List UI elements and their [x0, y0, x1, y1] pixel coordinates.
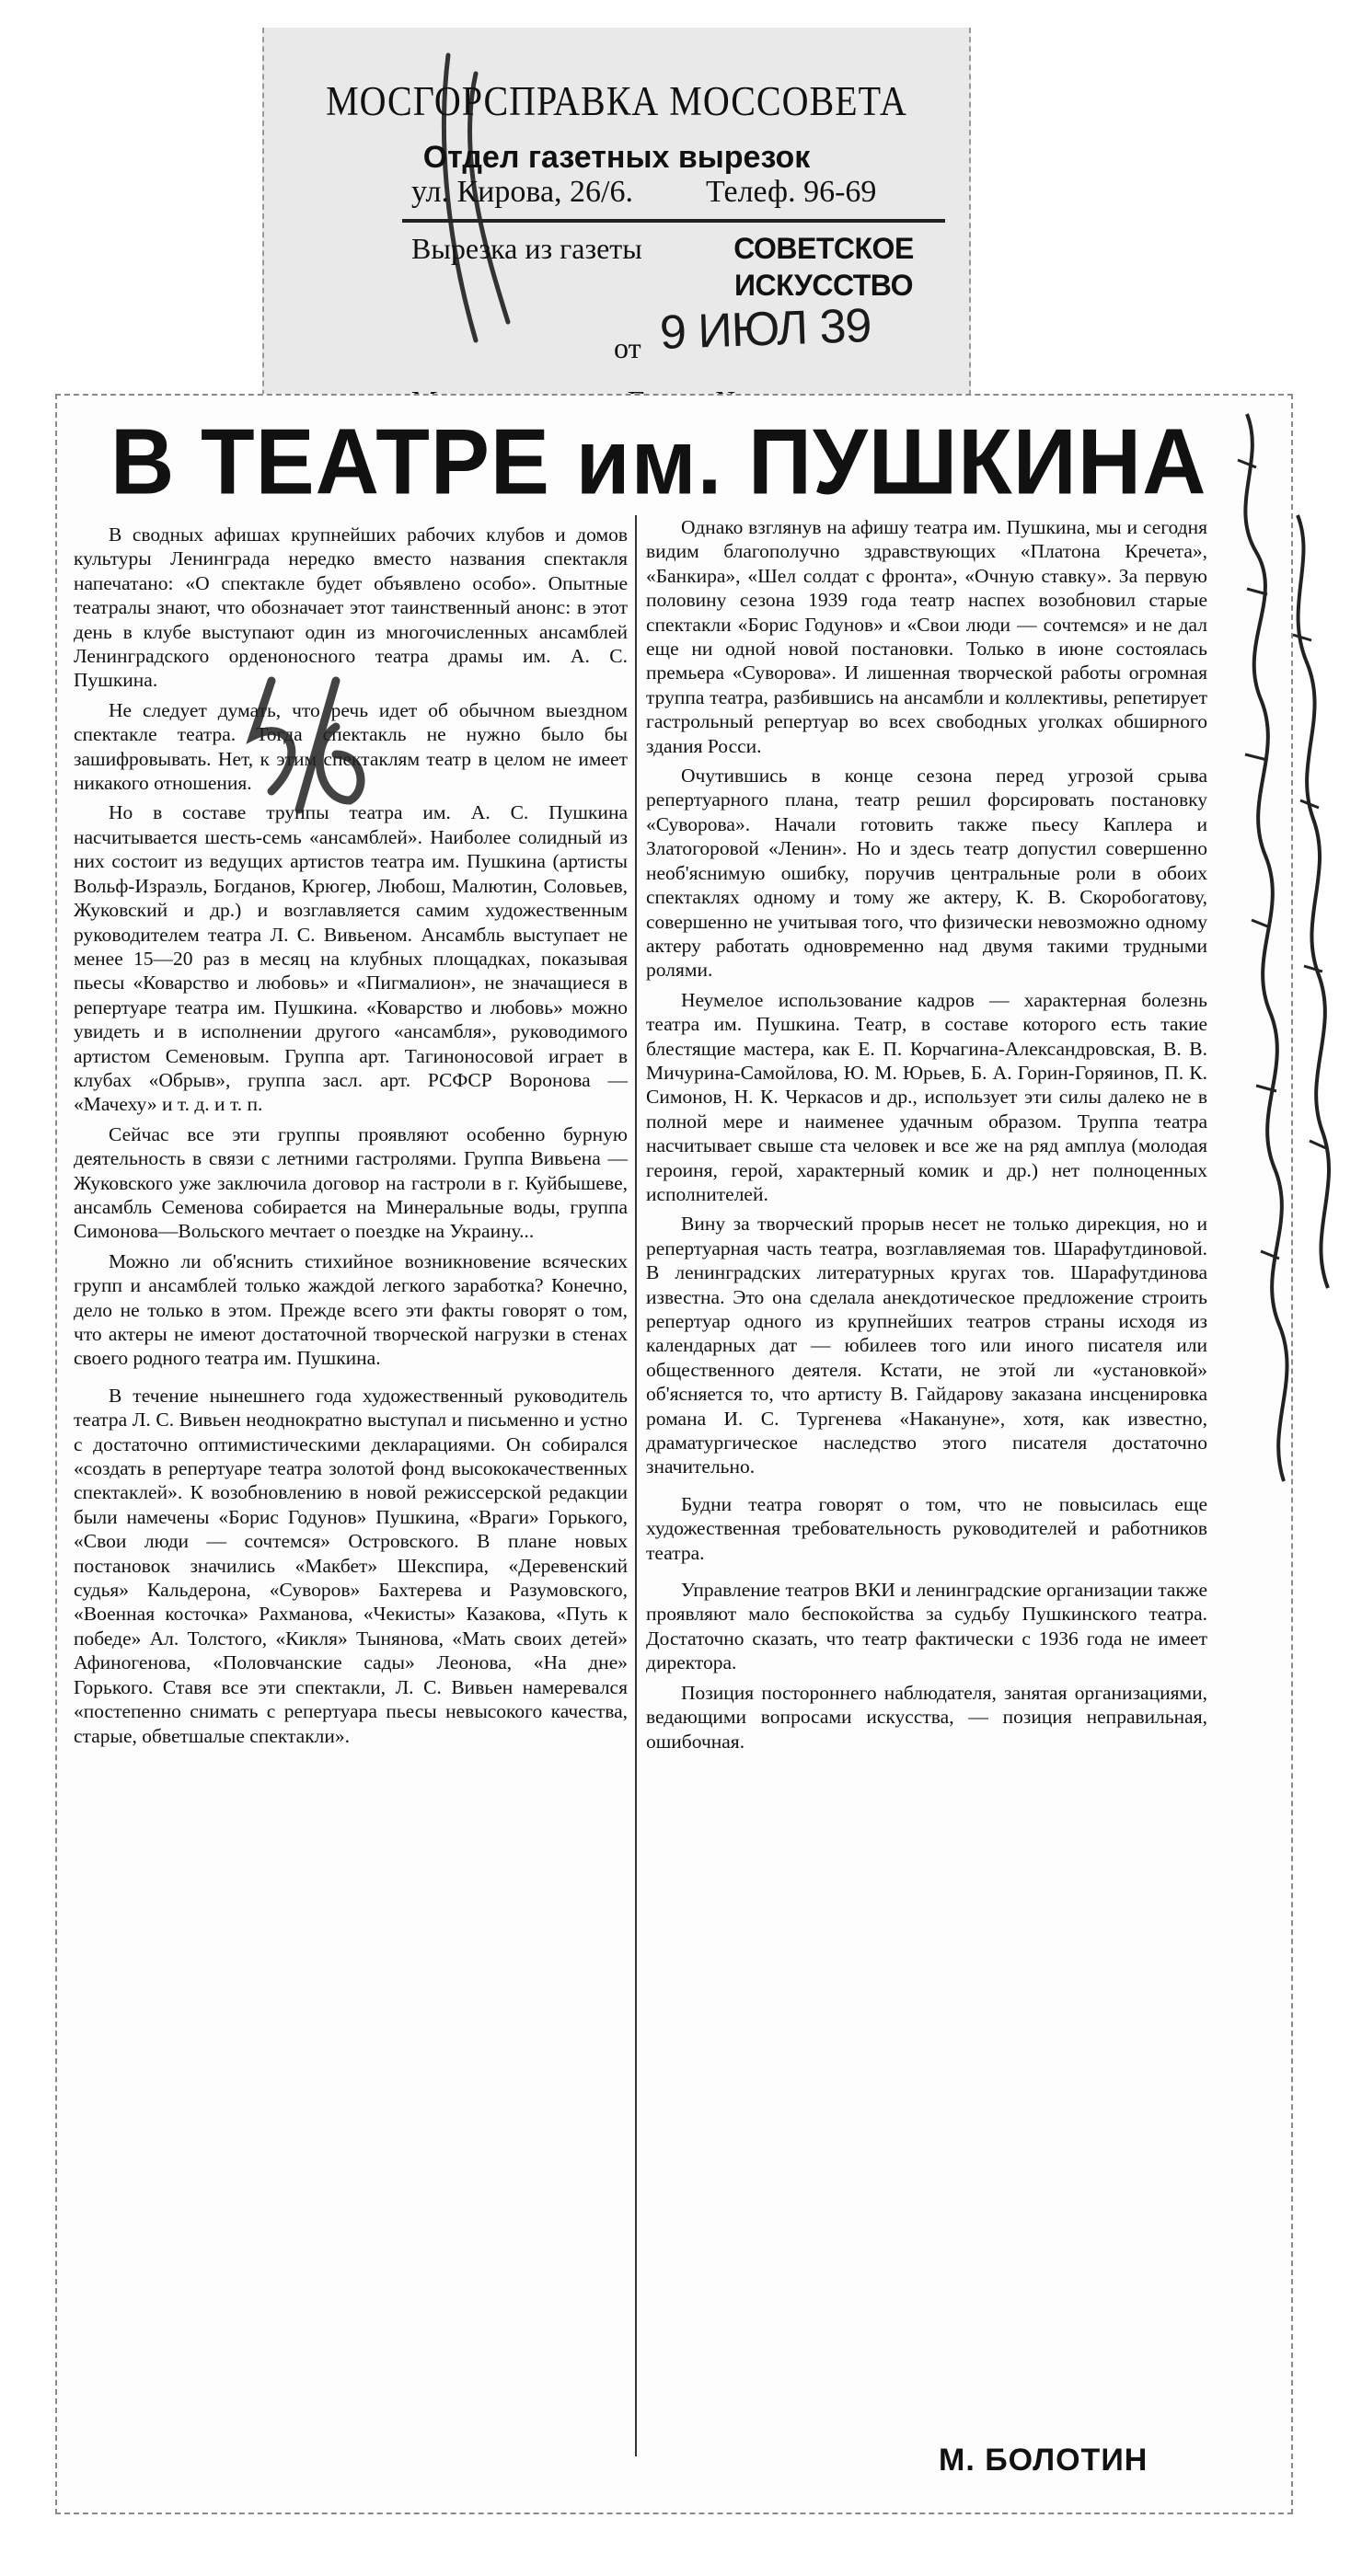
- article-paragraph: Можно ли об'яснить стихийное возникновение всяческих групп и ансамблей только жаждой легкого заработка? Конечно, дело не только в этом. Прежде всего эти факты говорят о том, что актеры не имеют достаточной творческой нагрузки в стенах своего родного театра им. Пушкина.: [74, 1249, 628, 1370]
- article-paragraph: Вину за творческий прорыв несет не только дирекция, но и репертуарная часть театра, возглавляемая тов. Шарафутдиновой. В ленинградских литературных кругах тов. Шарафутдинова известна. Это она сделала анекдотическое предложение строить репертуар одного из крупнейших театров страны исходя из календарных дат — юбилеев того или иного писателя или общественного деятеля. Кстати, не этой ли «установкой» об'ясняется то, что артисту В. Гайдарову заказана инсценировка романа И. С. Тургенева «Накануне», хотя, как известно, драматургическое наследство этого писателя достаточно значительно.: [646, 1213, 1207, 1478]
- archive-stamp: [262, 28, 971, 405]
- article-paragraph: Не следует думать, что речь идет об обычном выездном спектакле театра. Тогда спектакль не нужно было бы зашифровывать. Нет, к этим спектаклям театр в целом не имеет никакого отношения.: [74, 698, 628, 795]
- stamp-divider: [402, 219, 945, 223]
- article-paragraph: Неумелое использование кадров — характерная болезнь театра им. Пушкина. Театр, в составе которого есть такие блестящие мастера, как Е. П. Корчагина-Александровская, В. В. Мичурина-Самойлова, Ю. М. Юрьев, Б. А. Горин-Горяинов, П. К. Симонов, Н. К. Черкасов и др., использует эти силы далеко не в полной мере и наименее удачным образом. Труппа театра насчитывает свыше ста человек и все же на ряд амплуа (молодая героиня, герой, характерный комик и др.) нет полноценных исполнителей.: [646, 988, 1207, 1205]
- stamp-date-value: 9 ИЮЛ 39: [659, 299, 872, 360]
- stamp-phone: Телеф. 96-69: [706, 175, 877, 209]
- article-paragraph: Сейчас все эти группы проявляют особенно бурную деятельность в связи с летними гастролями. Группа Вивьена — Жуковского уже заключила договор на гастроли в г. Куйбышеве, ансамбль Семенова собирается на Минеральные воды, группа Симонова—Вольского мечтает о поездке на Украину...: [74, 1122, 628, 1243]
- handwritten-side-note-icon: [1210, 405, 1348, 1490]
- newspaper-name-line: ИСКУССТВО: [733, 269, 913, 302]
- article-paragraph: Однако взглянув на афишу театра им. Пушкина, мы и сегодня видим благополучно здравствующих «Платона Кречета», «Банкира», «Шел солдат с фронта», «Очную ставку». За первую половину сезона 1939 года театр наспех возобновил старые спектакли «Борис Годунов» и «Свои люди — сочтемся» и не дал еще ни одной новой постановки. Только в июне состоялась премьера «Суворова». И лишенная творческой работы огромная труппа театра, разбившись на ансамбли и коллективы, репетирует гастрольный репертуар во всех свободных уголках обширного здания Росси.: [646, 516, 1207, 757]
- handwritten-number-icon: [235, 662, 373, 828]
- article-paragraph: В сводных афишах крупнейших рабочих клубов и домов культуры Ленинграда нередко вместо названия спектакля напечатано: «О спектакле будет объявлено особо». Опытные театралы знают, что обозначает этот таинственный анонс: в этот день в клубе выступают один из многочисленных ансамблей Ленинградского орденоносного театра драмы им. А. С. Пушкина.: [74, 523, 628, 692]
- article-paragraph: Управление театров ВКИ и ленинградские организации также проявляют мало беспокойства за судьбу Пушкинского театра. Достаточно сказать, что театр фактически с 1936 года не имеет директора.: [646, 1579, 1207, 1674]
- article-signature: М. БОЛОТИН: [939, 2443, 1148, 2478]
- article-paragraph: Но в составе труппы театра им. А. С. Пушкина насчитывается шесть-семь «ансамблей». Наиболее солидный из них состоит из ведущих артистов театра им. Пушкина (артисты Вольф-Израэль, Богданов, Крюгер, Любош, Малютин, Соловьев, Жуковский и др.) и возглавляется самим художественным руководителем театра Л. С. Вивьеном. Ансамбль выступает не менее 15—20 раз в месяц на клубных площадках, показывая пьесы «Коварство и любовь» и «Пигмалион», не значащиеся в репертуаре театра им. Пушкина. «Коварство и любовь» можно увидеть и в исполнении другого «ансамбля», руководимого артистом Семеновым. Группа арт. Тагиноносовой играет в клубах «Обрыв», группа засл. арт. РСФСР Воронова — «Мачеху» и т. д. и т. п.: [74, 801, 628, 1116]
- stamp-address: ул. Кирова, 26/6.: [411, 175, 633, 209]
- article-paragraph: В течение нынешнего года художественный руководитель театра Л. С. Вивьен неоднократно выступал и письменно и устно с достаточно оптимистическими декларациями. Он собирался «создать в репертуаре театра золотой фонд высококачественных спектаклей». К возобновлению в новой режиссерской редакции были намечены «Борис Годунов» Пушкина, «Враги» Горького, «Свои люди — сочтемся» Островского. В плане новых постановок значились «Макбет» Шекспира, «Деревенский судья» Кальдерона, «Суворов» Бахтерева и Разумовского, «Военная косточка» Рахманова, «Чекисты» Казакова, «Путь к победе» Ал. Толстого, «Кикля» Тынянова, «Мать своих детей» Афиногенова, «Половчанские сады» Леонова, «На дне» Горького. Ставя все эти спектакли, Л. С. Вивьен намеревался «постепенно снимать с репертуара пьесы невысокого качества, старые, обветшалые спектакли».: [74, 1384, 628, 1747]
- stamp-date-label: от: [614, 331, 641, 364]
- article-paragraph: Будни театра говорят о том, что не повысилась еще художественная требовательность руководителей и работников театра.: [646, 1492, 1207, 1564]
- stamp-cutting-label: Вырезка из газеты: [411, 232, 642, 265]
- newspaper-name-line: СОВЕТСКОЕ: [733, 232, 914, 265]
- article-paragraph: Позиция постороннего наблюдателя, занятая организациями, ведающими вопросами искусства, — позиция неправильная, ошибочная.: [646, 1681, 1207, 1753]
- stamp-department: Отдел газетных вырезок: [422, 140, 811, 175]
- stamp-organization: МОСГОРСПРАВКА МОССОВЕТА: [326, 76, 907, 125]
- article-paragraph: Очутившись в конце сезона перед угрозой срыва репертуарного плана, театр решил форсировать постановку «Суворова». Начали готовить также пьесу Каплера и Златогоровой «Ленин». Но и здесь театр допустил совершенно необ'яснимую ошибку, поручив центральные роли в обоих спектаклях одному и тому же актеру, К. В. Скоробогатову, совершенно не учитывая того, что физически невозможно одному актеру работать одновременно над двумя такими трудными ролями.: [646, 765, 1207, 982]
- column-divider: [635, 515, 637, 2456]
- stamp-newspaper-name: [732, 230, 916, 304]
- article-right-column: [646, 515, 1207, 1759]
- article-headline: В ТЕАТРЕ им. ПУШКИНА: [110, 410, 1207, 514]
